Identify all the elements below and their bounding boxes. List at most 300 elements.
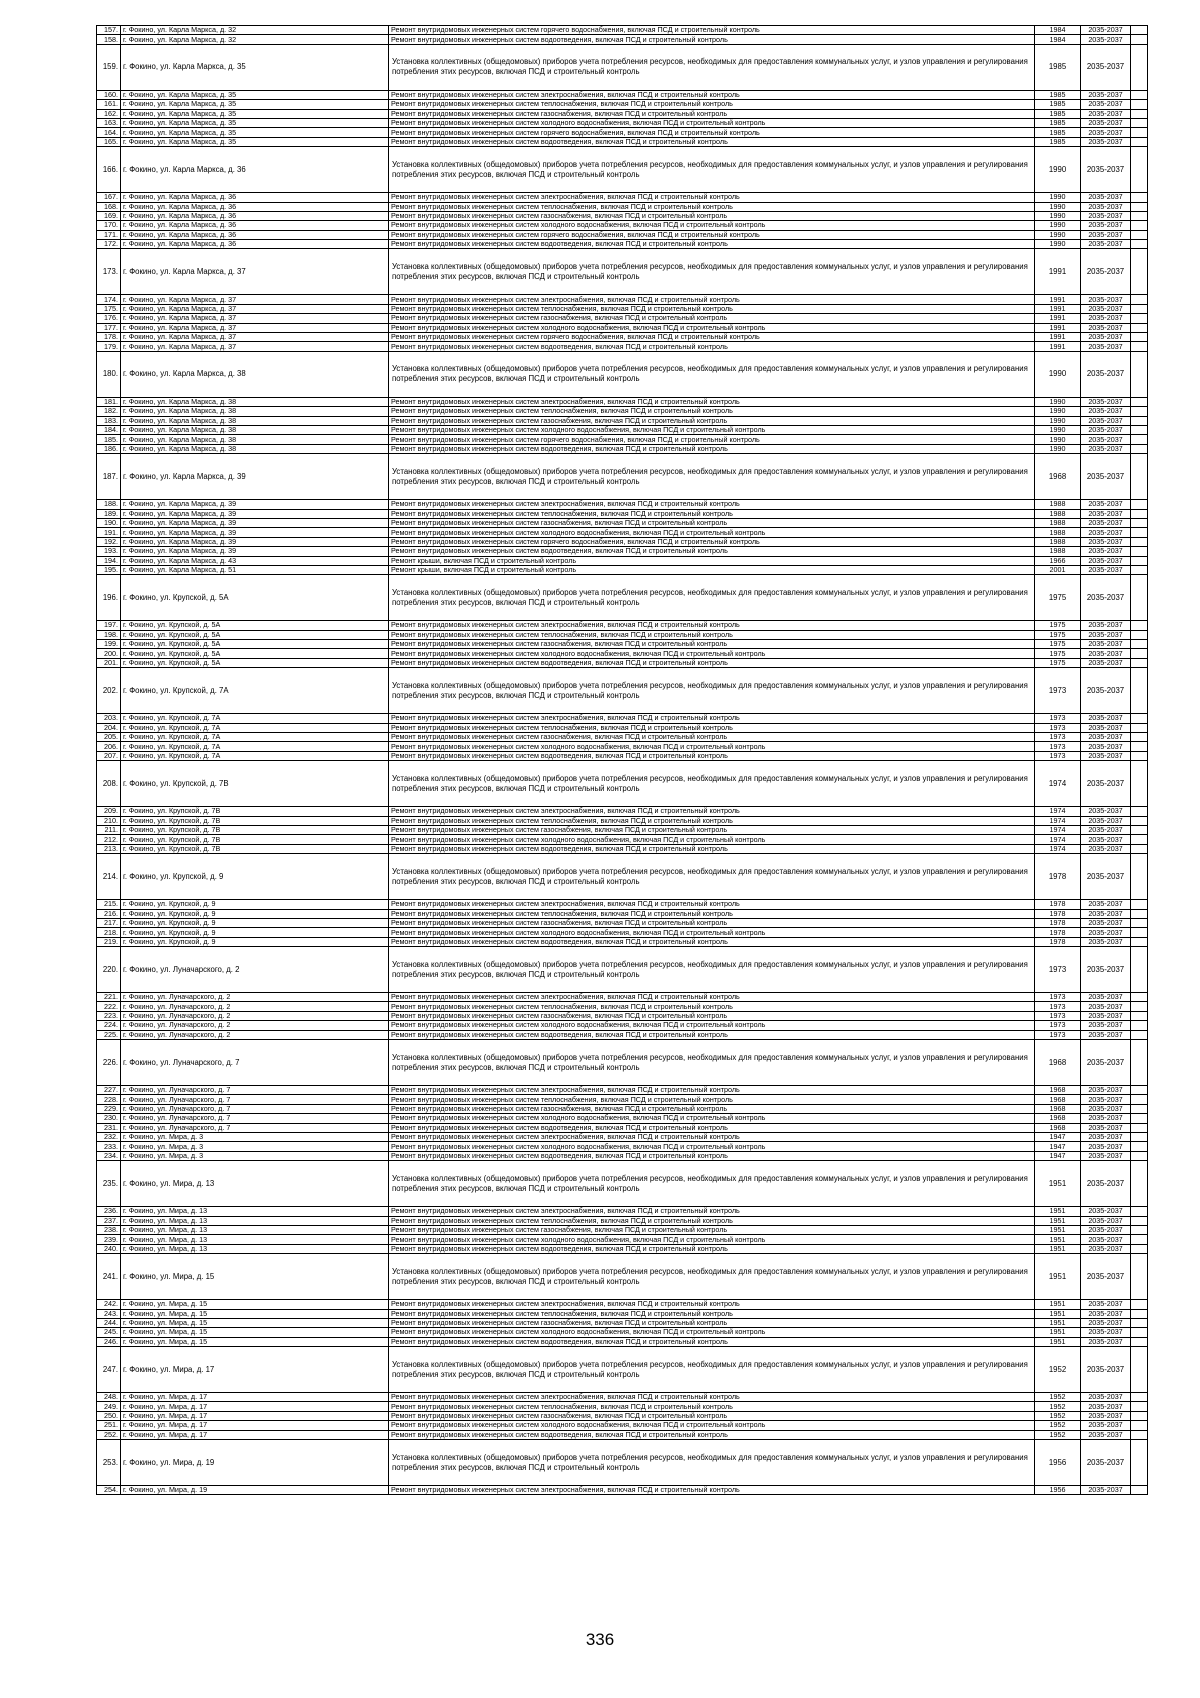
work-type-cell: Ремонт внутридомовых инженерных систем газоснабжения, включая ПСД и строительный контроль — [389, 416, 1035, 425]
address-cell: г. Фокино, ул. Крупской, д. 7В — [121, 816, 389, 825]
row-number-cell: 178. — [97, 333, 121, 342]
row-number-cell: 199. — [97, 640, 121, 649]
year-cell: 1974 — [1035, 844, 1081, 853]
work-type-cell: Установка коллективных (общедомовых) приборов учета потребления ресурсов, необходимых для предоставления коммунальных услуг, и узлов управления и регулирования потребления этих ресурсов, включая ПСД и строительный контроль — [389, 454, 1035, 500]
year-cell: 1990 — [1035, 240, 1081, 249]
year-cell: 1952 — [1035, 1430, 1081, 1439]
table-row — [97, 407, 1148, 416]
year-cell: 1985 — [1035, 100, 1081, 109]
row-number-cell: 234. — [97, 1151, 121, 1160]
year-cell: 1978 — [1035, 918, 1081, 927]
table-row — [97, 993, 1148, 1002]
period-cell: 2035-2037 — [1081, 1430, 1131, 1439]
empty-cell — [1131, 807, 1148, 816]
address-cell: г. Фокино, ул. Карла Маркса, д. 39 — [121, 537, 389, 546]
work-type-cell: Ремонт внутридомовых инженерных систем электроснабжения, включая ПСД и строительный контроль — [389, 900, 1035, 909]
empty-cell — [1131, 528, 1148, 537]
work-type-cell: Установка коллективных (общедомовых) приборов учета потребления ресурсов, необходимых для предоставления коммунальных услуг, и узлов управления и регулирования потребления этих ресурсов, включая ПСД и строительный контроль — [389, 854, 1035, 900]
empty-cell — [1131, 928, 1148, 937]
address-cell: г. Фокино, ул. Крупской, д. 9 — [121, 900, 389, 909]
table-row — [97, 333, 1148, 342]
row-number-cell: 181. — [97, 397, 121, 406]
table-row — [97, 444, 1148, 453]
empty-cell — [1131, 640, 1148, 649]
row-number-cell: 188. — [97, 500, 121, 509]
year-cell: 1988 — [1035, 528, 1081, 537]
table-row — [97, 835, 1148, 844]
empty-cell — [1131, 537, 1148, 546]
year-cell: 1951 — [1035, 1244, 1081, 1253]
row-number-cell: 251. — [97, 1421, 121, 1430]
period-cell: 2035-2037 — [1081, 416, 1131, 425]
year-cell: 1990 — [1035, 147, 1081, 193]
year-cell: 1951 — [1035, 1161, 1081, 1207]
table-row — [97, 1347, 1148, 1393]
table-row — [97, 1309, 1148, 1318]
period-cell: 2035-2037 — [1081, 240, 1131, 249]
table-row — [97, 26, 1148, 35]
row-number-cell: 232. — [97, 1133, 121, 1142]
address-cell: г. Фокино, ул. Мира, д. 15 — [121, 1337, 389, 1346]
address-cell: г. Фокино, ул. Луначарского, д. 2 — [121, 1011, 389, 1020]
row-number-cell: 168. — [97, 202, 121, 211]
period-cell: 2035-2037 — [1081, 1030, 1131, 1039]
year-cell: 1951 — [1035, 1309, 1081, 1318]
work-type-cell: Ремонт внутридомовых инженерных систем теплоснабжения, включая ПСД и строительный контроль — [389, 630, 1035, 639]
empty-cell — [1131, 733, 1148, 742]
work-type-cell: Ремонт внутридомовых инженерных систем электроснабжения, включая ПСД и строительный контроль — [389, 397, 1035, 406]
period-cell: 2035-2037 — [1081, 1225, 1131, 1234]
empty-cell — [1131, 137, 1148, 146]
row-number-cell: 237. — [97, 1216, 121, 1225]
work-type-cell: Установка коллективных (общедомовых) приборов учета потребления ресурсов, необходимых для предоставления коммунальных услуг, и узлов управления и регулирования потребления этих ресурсов, включая ПСД и строительный контроль — [389, 1161, 1035, 1207]
row-number-cell: 223. — [97, 1011, 121, 1020]
address-cell: г. Фокино, ул. Карла Маркса, д. 36 — [121, 147, 389, 193]
work-type-cell: Ремонт внутридомовых инженерных систем газоснабжения, включая ПСД и строительный контроль — [389, 1104, 1035, 1113]
address-cell: г. Фокино, ул. Луначарского, д. 2 — [121, 993, 389, 1002]
table-row — [97, 44, 1148, 90]
table-row — [97, 621, 1148, 630]
period-cell: 2035-2037 — [1081, 333, 1131, 342]
row-number-cell: 252. — [97, 1430, 121, 1439]
empty-cell — [1131, 1411, 1148, 1420]
table-row — [97, 221, 1148, 230]
table-row — [97, 918, 1148, 927]
work-type-cell: Ремонт внутридомовых инженерных систем водоотведения, включая ПСД и строительный контроль — [389, 547, 1035, 556]
work-type-cell: Ремонт внутридомовых инженерных систем холодного водоснабжения, включая ПСД и строительный контроль — [389, 835, 1035, 844]
row-number-cell: 247. — [97, 1347, 121, 1393]
work-type-cell: Установка коллективных (общедомовых) приборов учета потребления ресурсов, необходимых для предоставления коммунальных услуг, и узлов управления и регулирования потребления этих ресурсов, включая ПСД и строительный контроль — [389, 1040, 1035, 1086]
address-cell: г. Фокино, ул. Мира, д. 15 — [121, 1254, 389, 1300]
table-row — [97, 575, 1148, 621]
period-cell: 2035-2037 — [1081, 835, 1131, 844]
table-row — [97, 1040, 1148, 1086]
work-type-cell: Ремонт внутридомовых инженерных систем газоснабжения, включая ПСД и строительный контроль — [389, 918, 1035, 927]
year-cell: 2001 — [1035, 565, 1081, 574]
period-cell: 2035-2037 — [1081, 1421, 1131, 1430]
work-type-cell: Ремонт внутридомовых инженерных систем электроснабжения, включая ПСД и строительный контроль — [389, 1086, 1035, 1095]
row-number-cell: 160. — [97, 90, 121, 99]
period-cell: 2035-2037 — [1081, 1161, 1131, 1207]
empty-cell — [1131, 1244, 1148, 1253]
year-cell: 1952 — [1035, 1393, 1081, 1402]
work-type-cell: Ремонт внутридомовых инженерных систем газоснабжения, включая ПСД и строительный контроль — [389, 211, 1035, 220]
address-cell: г. Фокино, ул. Карла Маркса, д. 37 — [121, 295, 389, 304]
work-type-cell: Ремонт внутридомовых инженерных систем газоснабжения, включая ПСД и строительный контроль — [389, 518, 1035, 527]
period-cell: 2035-2037 — [1081, 668, 1131, 714]
table-row — [97, 742, 1148, 751]
year-cell: 1985 — [1035, 137, 1081, 146]
year-cell: 1956 — [1035, 1440, 1081, 1486]
row-number-cell: 222. — [97, 1002, 121, 1011]
work-type-cell: Ремонт внутридомовых инженерных систем водоотведения, включая ПСД и строительный контроль — [389, 1337, 1035, 1346]
period-cell: 2035-2037 — [1081, 844, 1131, 853]
address-cell: г. Фокино, ул. Мира, д. 17 — [121, 1430, 389, 1439]
work-type-cell: Ремонт внутридомовых инженерных систем водоотведения, включая ПСД и строительный контроль — [389, 137, 1035, 146]
year-cell: 1947 — [1035, 1142, 1081, 1151]
period-cell: 2035-2037 — [1081, 1347, 1131, 1393]
work-type-cell: Ремонт внутридомовых инженерных систем водоотведения, включая ПСД и строительный контроль — [389, 1030, 1035, 1039]
empty-cell — [1131, 397, 1148, 406]
empty-cell — [1131, 1300, 1148, 1309]
empty-cell — [1131, 444, 1148, 453]
table-row — [97, 351, 1148, 397]
year-cell: 1975 — [1035, 575, 1081, 621]
row-number-cell: 236. — [97, 1207, 121, 1216]
year-cell: 1975 — [1035, 630, 1081, 639]
address-cell: г. Фокино, ул. Карла Маркса, д. 36 — [121, 240, 389, 249]
table-row — [97, 658, 1148, 667]
work-type-cell: Ремонт внутридомовых инженерных систем водоотведения, включая ПСД и строительный контроль — [389, 35, 1035, 44]
work-type-cell: Ремонт внутридомовых инженерных систем холодного водоснабжения, включая ПСД и строительный контроль — [389, 1235, 1035, 1244]
address-cell: г. Фокино, ул. Карла Маркса, д. 39 — [121, 528, 389, 537]
table-row — [97, 240, 1148, 249]
row-number-cell: 216. — [97, 909, 121, 918]
work-type-cell: Ремонт внутридомовых инженерных систем теплоснабжения, включая ПСД и строительный контроль — [389, 509, 1035, 518]
row-number-cell: 196. — [97, 575, 121, 621]
table-row — [97, 314, 1148, 323]
row-number-cell: 228. — [97, 1095, 121, 1104]
address-cell: г. Фокино, ул. Карла Маркса, д. 35 — [121, 44, 389, 90]
year-cell: 1990 — [1035, 435, 1081, 444]
table-row — [97, 90, 1148, 99]
year-cell: 1974 — [1035, 816, 1081, 825]
empty-cell — [1131, 109, 1148, 118]
work-type-cell: Ремонт внутридомовых инженерных систем электроснабжения, включая ПСД и строительный контроль — [389, 500, 1035, 509]
year-cell: 1990 — [1035, 230, 1081, 239]
row-number-cell: 245. — [97, 1328, 121, 1337]
address-cell: г. Фокино, ул. Карла Маркса, д. 38 — [121, 416, 389, 425]
work-type-cell: Ремонт внутридомовых инженерных систем холодного водоснабжения, включая ПСД и строительный контроль — [389, 742, 1035, 751]
empty-cell — [1131, 211, 1148, 220]
empty-cell — [1131, 147, 1148, 193]
empty-cell — [1131, 1440, 1148, 1486]
table-row — [97, 1402, 1148, 1411]
work-type-cell: Установка коллективных (общедомовых) приборов учета потребления ресурсов, необходимых для предоставления коммунальных услуг, и узлов управления и регулирования потребления этих ресурсов, включая ПСД и строительный контроль — [389, 147, 1035, 193]
empty-cell — [1131, 742, 1148, 751]
work-type-cell: Ремонт внутридомовых инженерных систем холодного водоснабжения, включая ПСД и строительный контроль — [389, 221, 1035, 230]
row-number-cell: 161. — [97, 100, 121, 109]
row-number-cell: 201. — [97, 658, 121, 667]
empty-cell — [1131, 1309, 1148, 1318]
work-type-cell: Ремонт внутридомовых инженерных систем горячего водоснабжения, включая ПСД и строительный контроль — [389, 128, 1035, 137]
works-table — [96, 25, 1148, 1495]
empty-cell — [1131, 1002, 1148, 1011]
row-number-cell: 184. — [97, 425, 121, 434]
year-cell: 1952 — [1035, 1402, 1081, 1411]
year-cell: 1985 — [1035, 118, 1081, 127]
period-cell: 2035-2037 — [1081, 854, 1131, 900]
row-number-cell: 250. — [97, 1411, 121, 1420]
table-row — [97, 1486, 1148, 1495]
period-cell: 2035-2037 — [1081, 230, 1131, 239]
address-cell: г. Фокино, ул. Карла Маркса, д. 38 — [121, 407, 389, 416]
empty-cell — [1131, 416, 1148, 425]
period-cell: 2035-2037 — [1081, 807, 1131, 816]
work-type-cell: Ремонт внутридомовых инженерных систем теплоснабжения, включая ПСД и строительный контроль — [389, 1002, 1035, 1011]
period-cell: 2035-2037 — [1081, 1235, 1131, 1244]
empty-cell — [1131, 193, 1148, 202]
period-cell: 2035-2037 — [1081, 35, 1131, 44]
year-cell: 1975 — [1035, 621, 1081, 630]
row-number-cell: 210. — [97, 816, 121, 825]
period-cell: 2035-2037 — [1081, 1086, 1131, 1095]
work-type-cell: Установка коллективных (общедомовых) приборов учета потребления ресурсов, необходимых для предоставления коммунальных услуг, и узлов управления и регулирования потребления этих ресурсов, включая ПСД и строительный контроль — [389, 1347, 1035, 1393]
period-cell: 2035-2037 — [1081, 221, 1131, 230]
table-row — [97, 1207, 1148, 1216]
table-row — [97, 1337, 1148, 1346]
row-number-cell: 208. — [97, 761, 121, 807]
year-cell: 1968 — [1035, 1104, 1081, 1113]
period-cell: 2035-2037 — [1081, 1123, 1131, 1132]
address-cell: г. Фокино, ул. Карла Маркса, д. 35 — [121, 100, 389, 109]
year-cell: 1974 — [1035, 835, 1081, 844]
empty-cell — [1131, 1216, 1148, 1225]
work-type-cell: Ремонт внутридомовых инженерных систем газоснабжения, включая ПСД и строительный контроль — [389, 314, 1035, 323]
year-cell: 1975 — [1035, 649, 1081, 658]
work-type-cell: Ремонт внутридомовых инженерных систем холодного водоснабжения, включая ПСД и строительный контроль — [389, 528, 1035, 537]
row-number-cell: 253. — [97, 1440, 121, 1486]
period-cell: 2035-2037 — [1081, 1095, 1131, 1104]
work-type-cell: Ремонт внутридомовых инженерных систем холодного водоснабжения, включая ПСД и строительный контроль — [389, 1142, 1035, 1151]
row-number-cell: 204. — [97, 723, 121, 732]
address-cell: г. Фокино, ул. Крупской, д. 5А — [121, 630, 389, 639]
year-cell: 1991 — [1035, 304, 1081, 313]
year-cell: 1988 — [1035, 500, 1081, 509]
work-type-cell: Ремонт внутридомовых инженерных систем газоснабжения, включая ПСД и строительный контроль — [389, 1011, 1035, 1020]
year-cell: 1991 — [1035, 249, 1081, 295]
work-type-cell: Ремонт внутридомовых инженерных систем газоснабжения, включая ПСД и строительный контроль — [389, 1318, 1035, 1327]
period-cell: 2035-2037 — [1081, 1002, 1131, 1011]
empty-cell — [1131, 118, 1148, 127]
year-cell: 1952 — [1035, 1347, 1081, 1393]
work-type-cell: Ремонт внутридомовых инженерных систем газоснабжения, включая ПСД и строительный контроль — [389, 109, 1035, 118]
work-type-cell: Ремонт внутридомовых инженерных систем газоснабжения, включая ПСД и строительный контроль — [389, 825, 1035, 834]
work-type-cell: Ремонт внутридомовых инженерных систем газоснабжения, включая ПСД и строительный контроль — [389, 1411, 1035, 1420]
address-cell: г. Фокино, ул. Мира, д. 13 — [121, 1225, 389, 1234]
work-type-cell: Ремонт внутридомовых инженерных систем электроснабжения, включая ПСД и строительный контроль — [389, 1300, 1035, 1309]
table-row — [97, 1104, 1148, 1113]
period-cell: 2035-2037 — [1081, 26, 1131, 35]
table-row — [97, 733, 1148, 742]
work-type-cell: Ремонт внутридомовых инженерных систем электроснабжения, включая ПСД и строительный контроль — [389, 621, 1035, 630]
year-cell: 1968 — [1035, 454, 1081, 500]
empty-cell — [1131, 509, 1148, 518]
row-number-cell: 214. — [97, 854, 121, 900]
period-cell: 2035-2037 — [1081, 342, 1131, 351]
table-row — [97, 1300, 1148, 1309]
table-row — [97, 100, 1148, 109]
period-cell: 2035-2037 — [1081, 1216, 1131, 1225]
row-number-cell: 226. — [97, 1040, 121, 1086]
address-cell: г. Фокино, ул. Карла Маркса, д. 37 — [121, 342, 389, 351]
work-type-cell: Ремонт внутридомовых инженерных систем водоотведения, включая ПСД и строительный контроль — [389, 937, 1035, 946]
year-cell: 1990 — [1035, 221, 1081, 230]
row-number-cell: 225. — [97, 1030, 121, 1039]
empty-cell — [1131, 658, 1148, 667]
empty-cell — [1131, 1225, 1148, 1234]
table-row — [97, 947, 1148, 993]
table-row — [97, 761, 1148, 807]
year-cell: 1985 — [1035, 44, 1081, 90]
year-cell: 1973 — [1035, 993, 1081, 1002]
address-cell: г. Фокино, ул. Мира, д. 3 — [121, 1151, 389, 1160]
table-row — [97, 1244, 1148, 1253]
period-cell: 2035-2037 — [1081, 137, 1131, 146]
row-number-cell: 246. — [97, 1337, 121, 1346]
address-cell: г. Фокино, ул. Крупской, д. 5А — [121, 575, 389, 621]
table-row — [97, 416, 1148, 425]
empty-cell — [1131, 1430, 1148, 1439]
row-number-cell: 231. — [97, 1123, 121, 1132]
period-cell: 2035-2037 — [1081, 193, 1131, 202]
period-cell: 2035-2037 — [1081, 825, 1131, 834]
empty-cell — [1131, 351, 1148, 397]
year-cell: 1968 — [1035, 1123, 1081, 1132]
empty-cell — [1131, 221, 1148, 230]
address-cell: г. Фокино, ул. Карла Маркса, д. 37 — [121, 333, 389, 342]
period-cell: 2035-2037 — [1081, 435, 1131, 444]
table-row — [97, 1133, 1148, 1142]
row-number-cell: 248. — [97, 1393, 121, 1402]
period-cell: 2035-2037 — [1081, 649, 1131, 658]
year-cell: 1975 — [1035, 658, 1081, 667]
row-number-cell: 202. — [97, 668, 121, 714]
work-type-cell: Установка коллективных (общедомовых) приборов учета потребления ресурсов, необходимых для предоставления коммунальных услуг, и узлов управления и регулирования потребления этих ресурсов, включая ПСД и строительный контроль — [389, 351, 1035, 397]
empty-cell — [1131, 825, 1148, 834]
table-row — [97, 425, 1148, 434]
work-type-cell: Установка коллективных (общедомовых) приборов учета потребления ресурсов, необходимых для предоставления коммунальных услуг, и узлов управления и регулирования потребления этих ресурсов, включая ПСД и строительный контроль — [389, 668, 1035, 714]
row-number-cell: 239. — [97, 1235, 121, 1244]
address-cell: г. Фокино, ул. Карла Маркса, д. 39 — [121, 500, 389, 509]
empty-cell — [1131, 937, 1148, 946]
year-cell: 1973 — [1035, 668, 1081, 714]
period-cell: 2035-2037 — [1081, 1328, 1131, 1337]
empty-cell — [1131, 1486, 1148, 1495]
period-cell: 2035-2037 — [1081, 351, 1131, 397]
table-row — [97, 454, 1148, 500]
address-cell: г. Фокино, ул. Крупской, д. 7А — [121, 733, 389, 742]
table-row — [97, 230, 1148, 239]
work-type-cell: Ремонт внутридомовых инженерных систем электроснабжения, включая ПСД и строительный контроль — [389, 1133, 1035, 1142]
row-number-cell: 203. — [97, 714, 121, 723]
address-cell: г. Фокино, ул. Мира, д. 13 — [121, 1235, 389, 1244]
work-type-cell: Ремонт внутридомовых инженерных систем теплоснабжения, включая ПСД и строительный контроль — [389, 304, 1035, 313]
year-cell: 1952 — [1035, 1421, 1081, 1430]
row-number-cell: 233. — [97, 1142, 121, 1151]
empty-cell — [1131, 128, 1148, 137]
address-cell: г. Фокино, ул. Крупской, д. 7В — [121, 761, 389, 807]
table-row — [97, 909, 1148, 918]
table-row — [97, 1086, 1148, 1095]
work-type-cell: Ремонт внутридомовых инженерных систем теплоснабжения, включая ПСД и строительный контроль — [389, 1309, 1035, 1318]
year-cell: 1988 — [1035, 509, 1081, 518]
empty-cell — [1131, 993, 1148, 1002]
empty-cell — [1131, 90, 1148, 99]
table-row — [97, 1216, 1148, 1225]
address-cell: г. Фокино, ул. Карла Маркса, д. 38 — [121, 425, 389, 434]
address-cell: г. Фокино, ул. Мира, д. 13 — [121, 1244, 389, 1253]
table-row — [97, 211, 1148, 220]
period-cell: 2035-2037 — [1081, 295, 1131, 304]
period-cell: 2035-2037 — [1081, 1486, 1131, 1495]
empty-cell — [1131, 342, 1148, 351]
work-type-cell: Ремонт внутридомовых инженерных систем теплоснабжения, включая ПСД и строительный контроль — [389, 407, 1035, 416]
address-cell: г. Фокино, ул. Мира, д. 17 — [121, 1411, 389, 1420]
address-cell: г. Фокино, ул. Луначарского, д. 7 — [121, 1104, 389, 1113]
address-cell: г. Фокино, ул. Луначарского, д. 2 — [121, 1002, 389, 1011]
address-cell: г. Фокино, ул. Луначарского, д. 7 — [121, 1095, 389, 1104]
empty-cell — [1131, 1421, 1148, 1430]
period-cell: 2035-2037 — [1081, 44, 1131, 90]
row-number-cell: 191. — [97, 528, 121, 537]
work-type-cell: Установка коллективных (общедомовых) приборов учета потребления ресурсов, необходимых для предоставления коммунальных услуг, и узлов управления и регулирования потребления этих ресурсов, включая ПСД и строительный контроль — [389, 575, 1035, 621]
year-cell: 1985 — [1035, 109, 1081, 118]
address-cell: г. Фокино, ул. Мира, д. 15 — [121, 1300, 389, 1309]
table-row — [97, 109, 1148, 118]
table-row — [97, 1151, 1148, 1160]
table-row — [97, 825, 1148, 834]
period-cell: 2035-2037 — [1081, 323, 1131, 332]
work-type-cell: Ремонт внутридомовых инженерных систем горячего водоснабжения, включая ПСД и строительный контроль — [389, 26, 1035, 35]
year-cell: 1952 — [1035, 1411, 1081, 1420]
empty-cell — [1131, 909, 1148, 918]
table-row — [97, 1123, 1148, 1132]
address-cell: г. Фокино, ул. Мира, д. 19 — [121, 1440, 389, 1486]
empty-cell — [1131, 304, 1148, 313]
address-cell: г. Фокино, ул. Карла Маркса, д. 37 — [121, 304, 389, 313]
address-cell: г. Фокино, ул. Крупской, д. 9 — [121, 909, 389, 918]
table-row — [97, 854, 1148, 900]
work-type-cell: Ремонт внутридомовых инженерных систем электроснабжения, включая ПСД и строительный контроль — [389, 807, 1035, 816]
year-cell: 1991 — [1035, 333, 1081, 342]
table-row — [97, 295, 1148, 304]
year-cell: 1990 — [1035, 444, 1081, 453]
address-cell: г. Фокино, ул. Мира, д. 13 — [121, 1207, 389, 1216]
work-type-cell: Ремонт внутридомовых инженерных систем электроснабжения, включая ПСД и строительный контроль — [389, 714, 1035, 723]
period-cell: 2035-2037 — [1081, 714, 1131, 723]
period-cell: 2035-2037 — [1081, 444, 1131, 453]
address-cell: г. Фокино, ул. Крупской, д. 7А — [121, 723, 389, 732]
empty-cell — [1131, 333, 1148, 342]
work-type-cell: Ремонт крыши, включая ПСД и строительный контроль — [389, 565, 1035, 574]
year-cell: 1968 — [1035, 1114, 1081, 1123]
year-cell: 1951 — [1035, 1300, 1081, 1309]
empty-cell — [1131, 835, 1148, 844]
page-number: 336 — [585, 1630, 615, 1649]
work-type-cell: Ремонт внутридомовых инженерных систем газоснабжения, включая ПСД и строительный контроль — [389, 640, 1035, 649]
row-number-cell: 224. — [97, 1021, 121, 1030]
